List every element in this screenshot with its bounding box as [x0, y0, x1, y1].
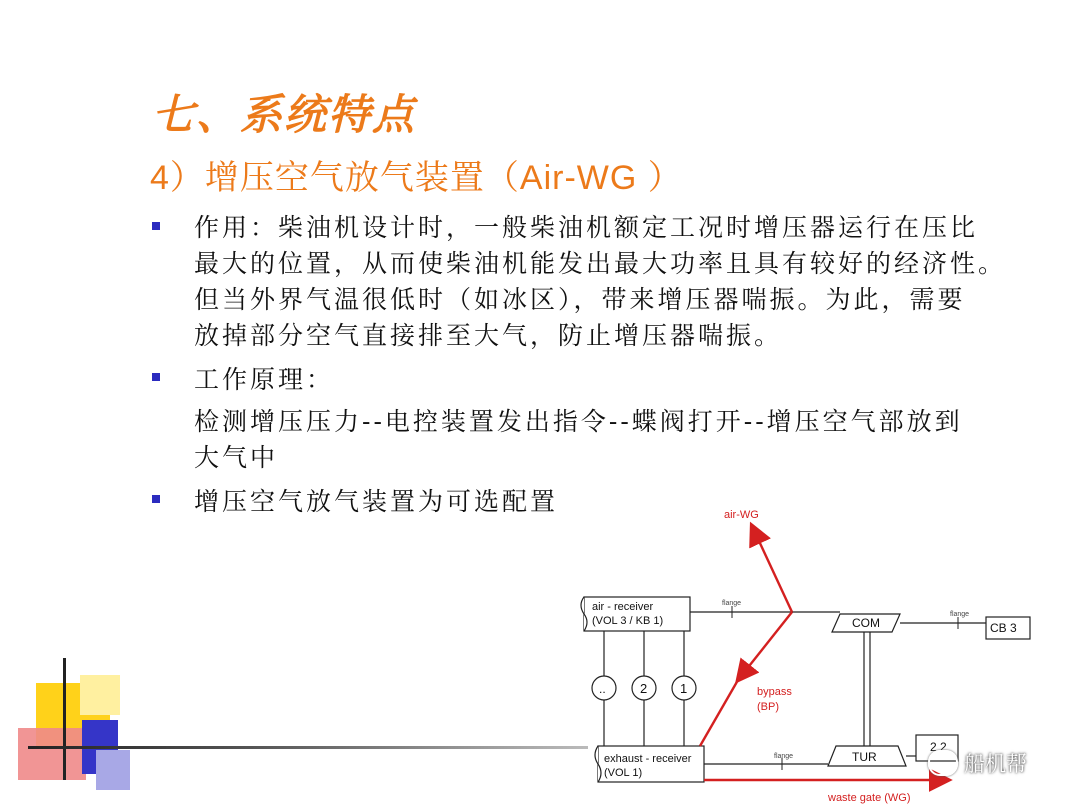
deco-blue-soft-block [96, 750, 130, 790]
flange-label: flange [774, 753, 794, 760]
bullet-line: 增压空气放气装置为可选配置 [194, 487, 559, 516]
cylinder-group [592, 631, 696, 746]
air-wg-arrow [752, 526, 792, 612]
cb3-box [986, 617, 1030, 639]
wechat-icon [928, 750, 958, 776]
com-label: COM [852, 616, 880, 630]
exhaust-receiver-sub: (VOL 1) [604, 767, 643, 779]
bypass-arrow [738, 612, 792, 680]
tur-label: TUR [852, 750, 877, 764]
exhaust-receiver-label: exhaust - receiver [604, 753, 692, 765]
compressor-com [832, 614, 900, 632]
air-receiver-sub: (VOL 3 / KB 1) [592, 615, 664, 627]
flange-label: flange [950, 611, 970, 618]
right-box-label: 2 2 [930, 740, 947, 754]
bullet-line: 最大的位置，从而使柴油机能发出最大功率且具有较好的经济性。 [194, 249, 1007, 278]
flange-label: flange [722, 600, 742, 607]
section-subtitle: 4）增压空气放气装置（Air-WG ） [150, 159, 683, 197]
bullet-marker [152, 222, 160, 230]
bullet-line: 放掉部分空气直接排至大气，防止增压器喘振。 [194, 321, 783, 350]
bypass-line [700, 680, 738, 746]
page-title: 七、系统特点 [152, 90, 417, 139]
cylinder-label: .. [599, 682, 606, 696]
bullet-marker [152, 373, 160, 381]
bullet-line: 大气中 [194, 443, 279, 472]
bypass-label: bypass [757, 686, 792, 698]
bullet-marker [152, 495, 160, 503]
bypass-sub-label: (BP) [757, 701, 779, 713]
turbine-tur [828, 746, 906, 766]
bullet-line: 但当外界气温很低时（如冰区），带来增压器喘振。为此，需要 [194, 285, 966, 314]
bullet-line: 作用：柴油机设计时，一般柴油机额定工况时增压器运行在压比 [194, 213, 979, 242]
cylinder-label: 1 [680, 681, 688, 696]
deco-vertical-line [63, 658, 66, 780]
cylinder-label: 2 [640, 681, 648, 696]
exhaust-receiver-box [595, 746, 704, 782]
red-flows [700, 526, 948, 780]
cb3-label: CB 3 [990, 621, 1017, 635]
deco-horizontal-line [28, 746, 588, 749]
bullet-line: 工作原理： [194, 365, 335, 394]
watermark-text: 船机帮 [964, 752, 1027, 776]
air-receiver-label: air - receiver [592, 601, 654, 613]
bullet-line: 检测增压压力--电控装置发出指令--蝶阀打开--增压空气部放到 [194, 407, 963, 436]
watermark [928, 748, 1027, 778]
deco-red-block [18, 728, 86, 780]
waste-gate-label: waste gate (WG) [828, 792, 911, 804]
air-wg-label: air-WG [724, 509, 759, 521]
air-receiver-box [581, 597, 690, 631]
deco-yellow-soft-block [80, 675, 120, 715]
